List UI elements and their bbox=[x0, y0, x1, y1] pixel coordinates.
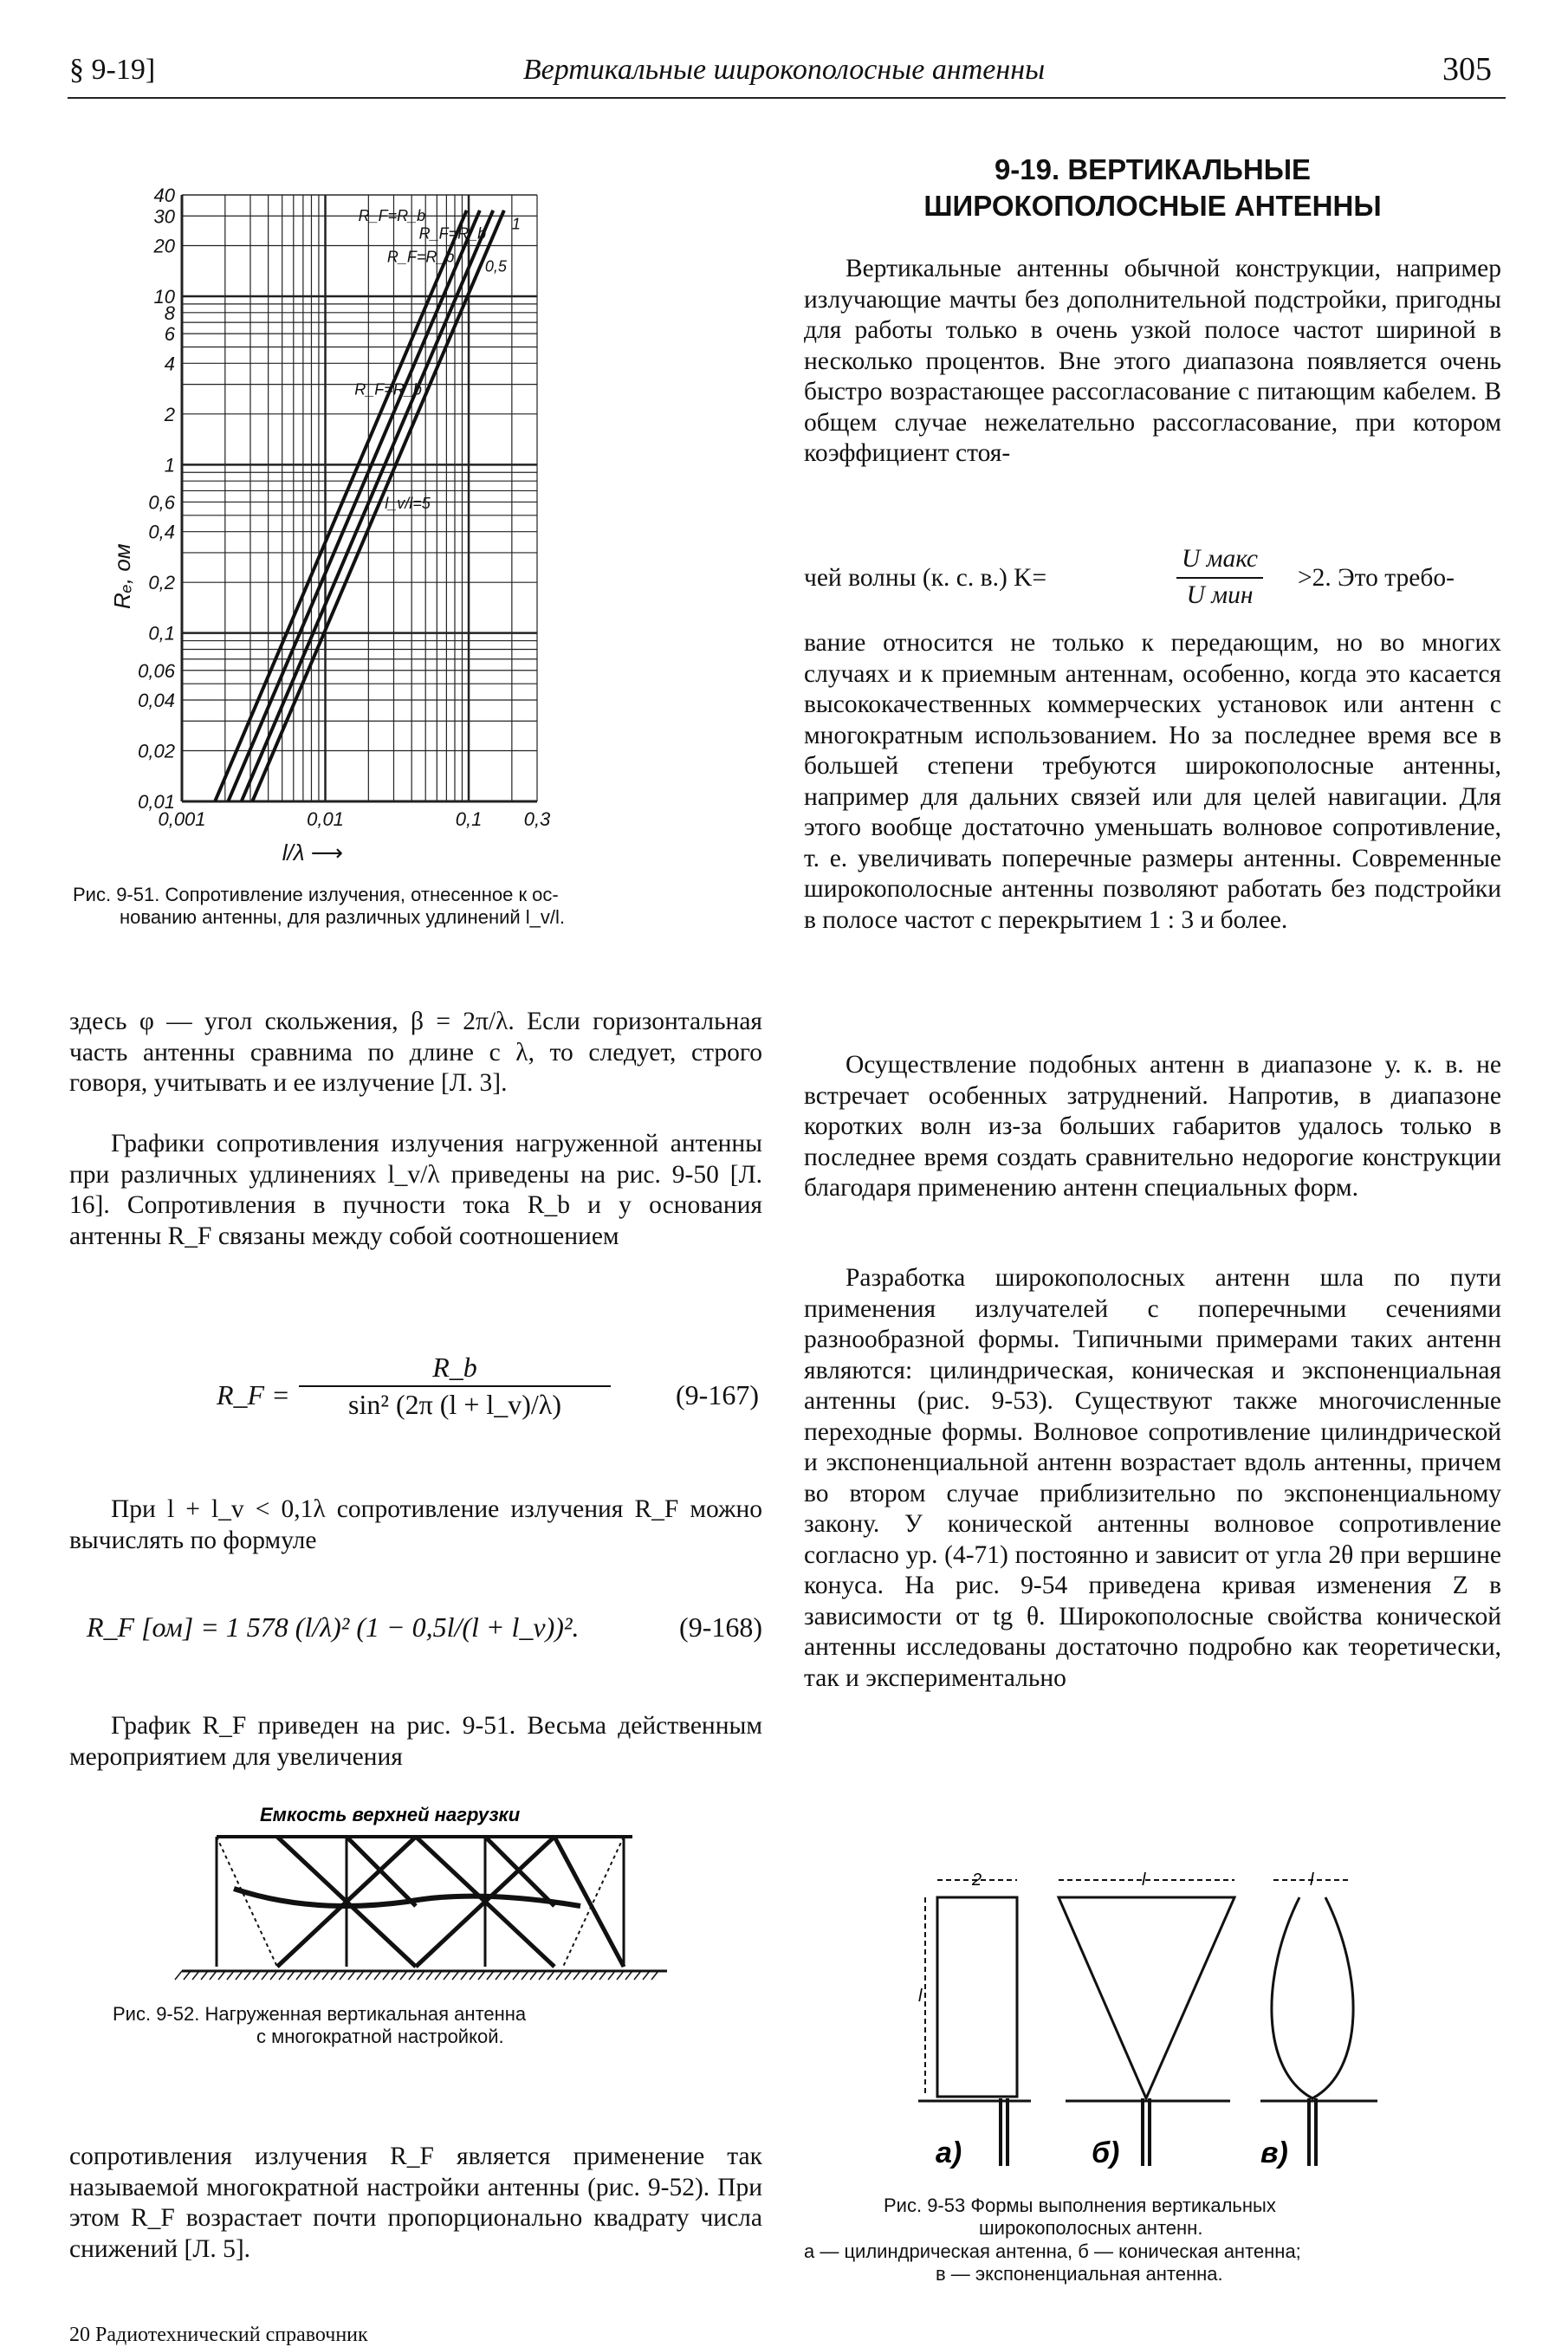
right-kcv-equation bbox=[804, 544, 1501, 613]
y-tick-label: 0,04 bbox=[138, 689, 175, 711]
y-tick-label: 0,01 bbox=[138, 791, 175, 813]
equation-9-168 bbox=[87, 1611, 762, 1644]
x-tick-label: 0,3 bbox=[523, 808, 551, 830]
eq-number: (9-167) bbox=[676, 1379, 759, 1410]
y-tick-label: 8 bbox=[164, 301, 175, 324]
eq-denominator: sin² (2π (l + l_v)/λ) bbox=[348, 1389, 561, 1420]
left-paragraph-5: сопротивления излучения R_F является применение так называемой многократной настройки антенны (рис. 9-52). При этом R_F возрастает почти пропорционально квадрату числа снижений [Л. 5]. bbox=[69, 2143, 762, 2263]
fig53-dim-b: l bbox=[1142, 1870, 1146, 1890]
figure-9-53-caption-line-2: широкополосных антенн. bbox=[979, 2217, 1203, 2239]
eq-lhs: R_F = bbox=[217, 1379, 290, 1410]
fig53-label-b: б) bbox=[1092, 2136, 1120, 2169]
x-tick-label: 0,001 bbox=[158, 808, 206, 830]
y-tick-label: 6 bbox=[164, 323, 175, 346]
kcv-fraction bbox=[1176, 544, 1263, 611]
x-tick-label: 0,1 bbox=[455, 808, 483, 830]
fig53-label-a: а) bbox=[936, 2136, 962, 2169]
figure-9-51-caption-line-2: нованию антенны, для различных удлинений l_v/l. bbox=[120, 906, 566, 928]
fig53-cone bbox=[1059, 1897, 1234, 2098]
y-tick-label: 4 bbox=[164, 353, 175, 375]
eq2-body: R_F [ом] = 1 578 (l/λ)² (1 − 0,5l/(l + l_v))². bbox=[87, 1611, 580, 1643]
kcv-denominator: U мин bbox=[1186, 580, 1254, 609]
curve-label: R_F=R_b bbox=[358, 207, 426, 225]
right-paragraph-3: Осуществление подобных антенн в диапазоне у. к. в. не встречает особенных затруднений. Напротив, в диапазоне коротких волн из-за больших габаритов удалось только в последнее время создать сравнительно недорогие конструкции благодаря применению антенн специальных форм. bbox=[804, 1051, 1501, 1202]
kcv-pre: чей волны (к. с. в.) K= bbox=[804, 564, 1047, 592]
right-paragraph-2: вание относится не только к передающим, но во многих случаях и к приемным антеннам, особенно, когда это касается высококачественных коммерческих установок или антенн с многократным использованием. Но за последнее время все в большей степени требуются широкополосные антенны, например для дальних связей или для целей навигации. Для этого вообще достаточно уменьшать волновое сопротивление, т. е. увеличивать поперечные размеры антенны. Современные широкополосные антенны позволяют работать без подстройки в полосе частот с перекрытием 1 : 3 и более. bbox=[804, 629, 1501, 934]
equation-9-167 bbox=[217, 1352, 771, 1464]
eq-fraction bbox=[299, 1352, 611, 1421]
x-axis-label: l/λ ⟶ bbox=[282, 840, 343, 866]
fig53-cylinder bbox=[937, 1897, 1017, 2097]
fig52-downleads bbox=[234, 1837, 624, 1967]
y-tick-label: 10 bbox=[153, 286, 175, 308]
y-tick-label: 20 bbox=[153, 235, 175, 257]
section-ref: § 9-19] bbox=[69, 54, 156, 86]
y-tick-label: 0,1 bbox=[148, 622, 175, 645]
curve-label: R_F=R_b bbox=[418, 224, 487, 243]
left-paragraph-3: При l + l_v < 0,1λ сопротивление излучения R_F можно вычислять по формуле bbox=[69, 1495, 762, 1554]
left-paragraph-1: здесь φ — угол скольжения, β = 2π/λ. Если горизонтальная часть антенны сравнима по длине с λ, то следует, строго говоря, учитывать и ее излучение [Л. 3]. bbox=[69, 1008, 762, 1097]
right-paragraph-4: Разработка широкополосных антенн шла по пути применения излучателей с поперечными сечениями разнообразной формы. Типичными примерами таких антенн являются: цилиндрическая, коническая и экспоненциальная антенны (рис. 9-53). Существуют также многочисленные переходные формы. Волновое сопротивление цилиндрической и экспоненциальной антенн возрастает вдоль антенны, причем во втором случае приблизительно по экспоненциальному закону. У конической антенны волновое сопротивление согласно ур. (4-71) постоянно и зависит от угла 2θ при вершине конуса. На рис. 9-54 приведена кривая изменения Z в зависимости от tg θ. Широкополосные свойства конической антенны исследованы достаточно подробно как теоретически, так и экспериментально bbox=[804, 1264, 1501, 1692]
fig53-dim-c: l bbox=[1310, 1870, 1314, 1890]
figure-9-51-caption-line-1: Рис. 9-51. Сопротивление излучения, отнесенное к ос- bbox=[73, 884, 559, 905]
y-tick-label: 1 bbox=[164, 454, 175, 477]
figure-9-53 bbox=[918, 1871, 1386, 2183]
page-number: 305 bbox=[1442, 51, 1492, 88]
fig53-dim-a: 2 bbox=[972, 1870, 982, 1890]
curve-label: 0,5 bbox=[484, 257, 507, 276]
y-tick-label: 0,06 bbox=[138, 659, 175, 682]
section-title-line-1: 9-19. ВЕРТИКАЛЬНЫЕ bbox=[994, 153, 1312, 185]
figure-9-53-caption-line-1: Рис. 9-53 Формы выполнения вертикальных bbox=[884, 2195, 1276, 2216]
ground-hatch bbox=[175, 1971, 182, 1980]
x-tick-label: 0,01 bbox=[307, 808, 344, 830]
fig52-top-load-label: Емкость верхней нагрузки bbox=[260, 1804, 521, 1825]
rf-curve bbox=[228, 211, 480, 801]
y-tick-label: 30 bbox=[153, 205, 175, 228]
fig53-label-c: в) bbox=[1260, 2136, 1288, 2169]
y-tick-label: 0,4 bbox=[148, 521, 175, 543]
y-axis-label: Rₑ, ом bbox=[109, 543, 135, 609]
kcv-post: >2. Это требо- bbox=[1298, 564, 1455, 592]
figure-9-53-caption-line-3: а — цилиндрическая антенна, б — коническая антенна; bbox=[804, 2240, 1301, 2262]
eq2-number: (9-168) bbox=[679, 1611, 762, 1643]
left-paragraph-2: Графики сопротивления излучения нагруженной антенны при различных удлинениях l_v/λ приведены на рис. 9-50 [Л. 16]. Сопротивления в пучности тока R_b и у основания антенны R_F связаны между собой соотношением bbox=[69, 1130, 762, 1250]
y-tick-label: 0,6 bbox=[148, 491, 175, 514]
curve-label: l_v/l=5 bbox=[385, 494, 431, 512]
fig53-dim-height: l bbox=[918, 1987, 923, 2006]
fig53-dimension-lines bbox=[925, 1880, 1351, 2097]
eq-numerator: R_b bbox=[299, 1352, 611, 1387]
section-title-line-2: ШИРОКОПОЛОСНЫЕ АНТЕННЫ bbox=[923, 190, 1382, 222]
right-paragraph-1: Вертикальные антенны обычной конструкции, например излучающие мачты без дополнительной подстройки, пригодны для работы только в очень узкой полосе частот шириной в несколько процентов. Вне этого диапазона появляется очень быстро возрастающее рассогласование с питающим кабелем. В общем случае нежелательно рассогласование, при котором коэффициент стоя- bbox=[804, 255, 1501, 467]
figure-9-52-caption-line-2: с многократной настройкой. bbox=[256, 2026, 504, 2047]
y-tick-label: 0,02 bbox=[138, 740, 175, 762]
left-paragraph-4: График R_F приведен на рис. 9-51. Весьма действенным мероприятием для увеличения bbox=[69, 1712, 762, 1771]
curve-label: 1 bbox=[511, 215, 521, 233]
y-tick-label: 2 bbox=[164, 403, 175, 425]
rf-curve bbox=[252, 211, 504, 801]
figure-9-53-caption-line-4: в — экспоненциальная антенна. bbox=[936, 2263, 1223, 2285]
rf-curve bbox=[242, 211, 494, 801]
curve-label: R_F=R_b bbox=[354, 380, 422, 399]
header-rule bbox=[68, 97, 1506, 99]
y-tick-label: 0,2 bbox=[148, 572, 175, 594]
running-title: Вертикальные широкополосные антенны bbox=[522, 54, 1046, 86]
fig53-exponential bbox=[1272, 1897, 1353, 2098]
figure-9-52 bbox=[182, 1802, 667, 1993]
curve-label: R_F=R_b bbox=[386, 248, 455, 266]
kcv-numerator: U макс bbox=[1176, 544, 1263, 579]
figure-9-51 bbox=[109, 178, 693, 871]
y-tick-label: 40 bbox=[153, 185, 175, 206]
figure-9-52-caption-line-1: Рис. 9-52. Нагруженная вертикальная антенна bbox=[113, 2003, 527, 2025]
page-footer: 20 Радиотехнический справочник bbox=[69, 2324, 368, 2346]
